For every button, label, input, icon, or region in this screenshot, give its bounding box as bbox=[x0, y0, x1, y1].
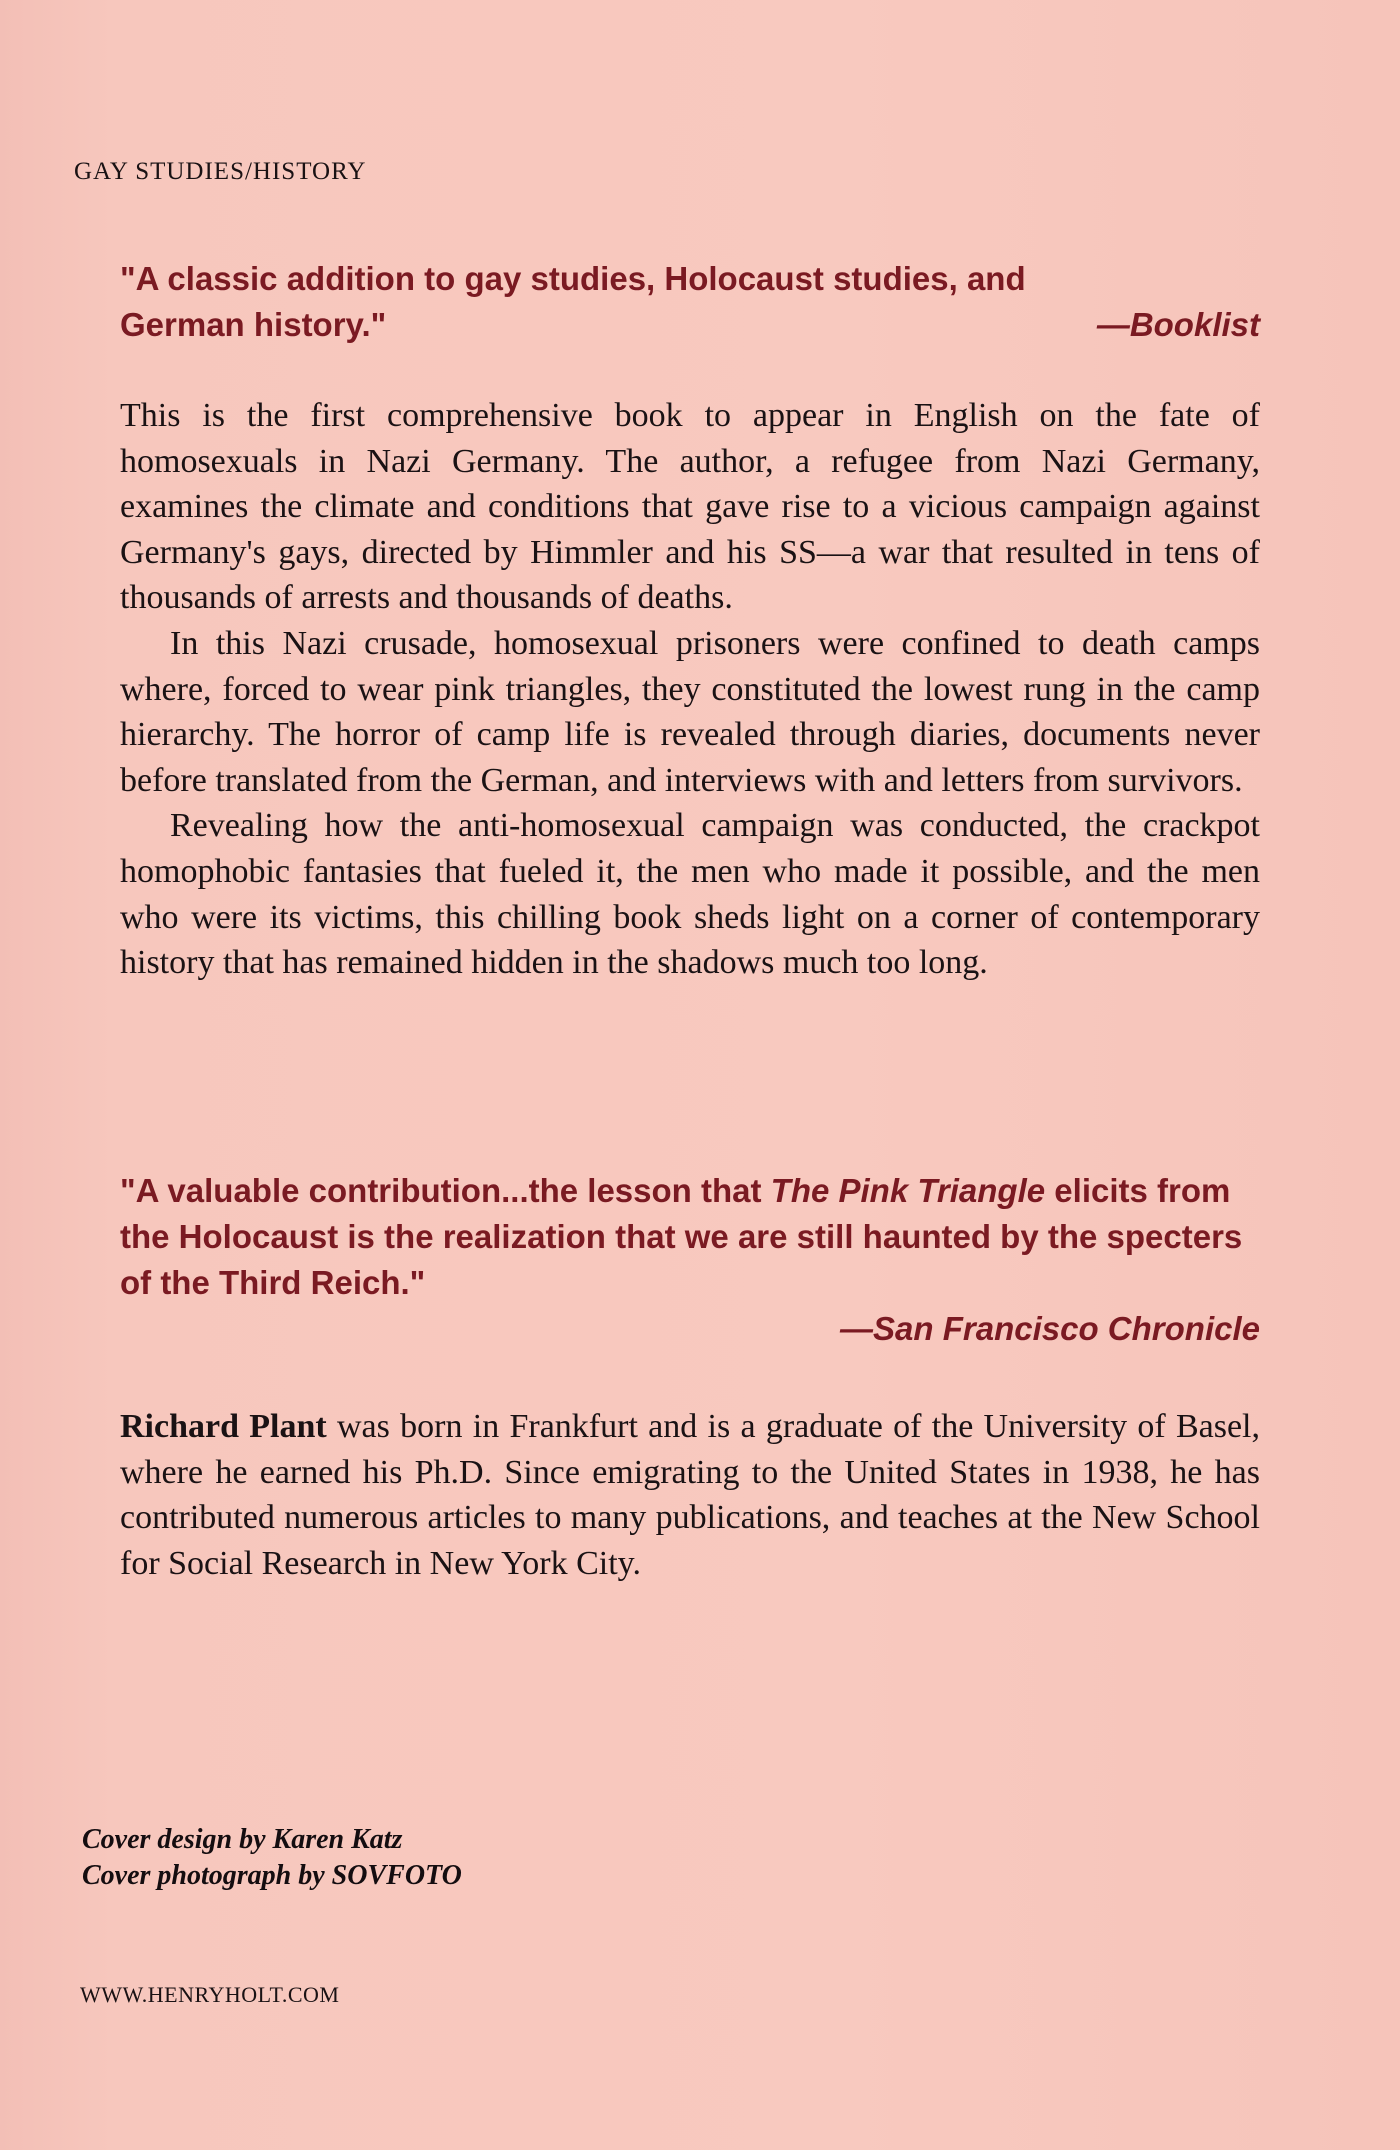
description-paragraph: This is the first comprehensive book to appear in English on the fate of homosexuals in Nazi Germany. The author, a refugee from Nazi Germany, examines the climate and conditions that gave rise to a vicious campaign against Germany's gays, directed by Himmler and his SS—a war that resulted in tens of thousands of arrests and thousands of deaths. bbox=[120, 397, 1260, 617]
book-description bbox=[120, 393, 1260, 986]
author-bio-text: was born in Frankfurt and is a graduate of the University of Basel, where he earned his Ph.D. Since emigrating to the United States in 1938, he has contributed numerous articles to many publications, and teaches at the New School for Social Research in New York City. bbox=[120, 1408, 1261, 1582]
quote-text-line2: German history." bbox=[120, 306, 387, 343]
quote-line2-row bbox=[120, 302, 1260, 348]
quote-attribution: —San Francisco Chronicle bbox=[840, 1310, 1260, 1347]
description-paragraph: In this Nazi crusade, homosexual prisoners were confined to death camps where, forced to wear pink triangles, they constituted the lowest rung in the camp hierarchy. The horror of camp life is revealed through diaries, documents never before translated from the German, and interviews with and letters from survivors. bbox=[120, 624, 1260, 799]
author-name: Richard Plant bbox=[120, 1408, 327, 1445]
quote-text-before-title: "A valuable contribution...the lesson that bbox=[120, 1172, 771, 1209]
quote-attribution: —Booklist bbox=[1096, 306, 1260, 343]
author-bio bbox=[120, 1404, 1260, 1586]
quote-text-line1: "A classic addition to gay studies, Holocaust studies, and bbox=[120, 260, 1026, 297]
author-bio-paragraph bbox=[120, 1404, 1260, 1586]
review-quote-sf-chronicle bbox=[120, 1168, 1260, 1352]
cover-photo-credit: Cover photograph by SOVFOTO bbox=[82, 1860, 462, 1891]
cover-credits bbox=[82, 1822, 462, 1894]
quote-book-title: The Pink Triangle bbox=[770, 1172, 1046, 1209]
quote-text-after-title: elicits from the Holocaust is the realization that we are still haunted by the specters of the Third Reich." bbox=[120, 1172, 1243, 1301]
publisher-website: WWW.HENRYHOLT.COM bbox=[80, 1982, 340, 2007]
category-label: GAY STUDIES/HISTORY bbox=[74, 158, 367, 185]
description-paragraph: Revealing how the anti-homosexual campaign was conducted, the crackpot homophobic fantasies that fueled it, the men who made it possible, and the men who were its victims, this chilling book sheds light on a corner of contemporary history that has remained hidden in the shadows much too long. bbox=[120, 807, 1260, 982]
review-quote-booklist bbox=[120, 256, 1260, 348]
quote-text bbox=[120, 1168, 1260, 1306]
cover-design-credit: Cover design by Karen Katz bbox=[82, 1824, 403, 1855]
